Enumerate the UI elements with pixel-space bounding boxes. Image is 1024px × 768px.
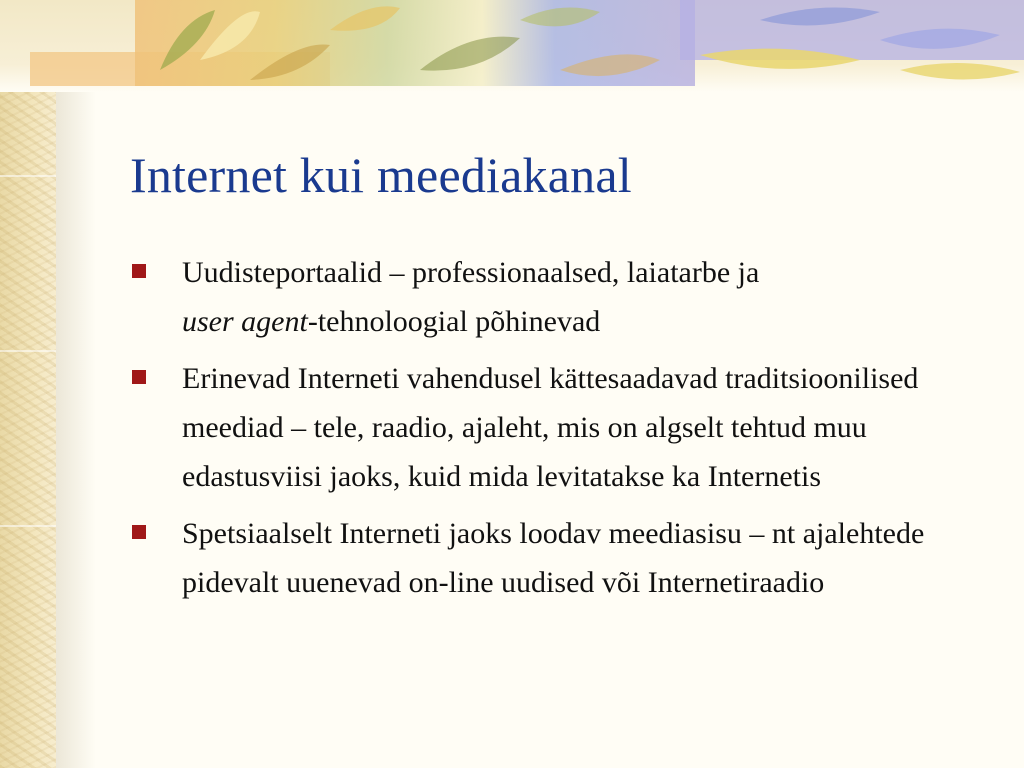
square-bullet-icon	[132, 370, 146, 384]
bullet-item	[130, 509, 990, 607]
border-seam	[0, 175, 56, 177]
bullet-item	[130, 248, 990, 346]
bullet-text: Spetsiaalselt Interneti jaoks loodav meediasisu – nt ajalehtede pidevalt uuenevad on-line uudised või Internetiraadio	[182, 517, 925, 599]
bullet-text	[182, 256, 759, 338]
bullet-list	[130, 248, 990, 615]
border-seam	[0, 525, 56, 527]
left-border-shadow	[56, 0, 96, 768]
bullet-text-rest: -tehnoloogial põhinevad	[307, 305, 601, 338]
left-parchment-border	[0, 0, 56, 768]
page-title: Internet kui meediakanal	[130, 147, 632, 203]
bullet-text: Erinevad Interneti vahendusel kättesaadavad traditsioonilised meediad – tele, raadio, ajaleht, mis on algselt tehtud muu edastusviisi jaoks, kuid mida levitatakse ka Internetis	[182, 362, 919, 493]
square-bullet-icon	[132, 525, 146, 539]
bullet-text-line: Uudisteportaalid – professionaalsed, laiatarbe ja	[182, 256, 760, 289]
bullet-italic-text: user agent	[182, 305, 308, 338]
square-bullet-icon	[132, 264, 146, 278]
border-seam	[0, 350, 56, 352]
top-decorative-banner	[0, 0, 1024, 92]
bullet-item	[130, 354, 990, 501]
leaf-banner-art	[0, 0, 1024, 92]
